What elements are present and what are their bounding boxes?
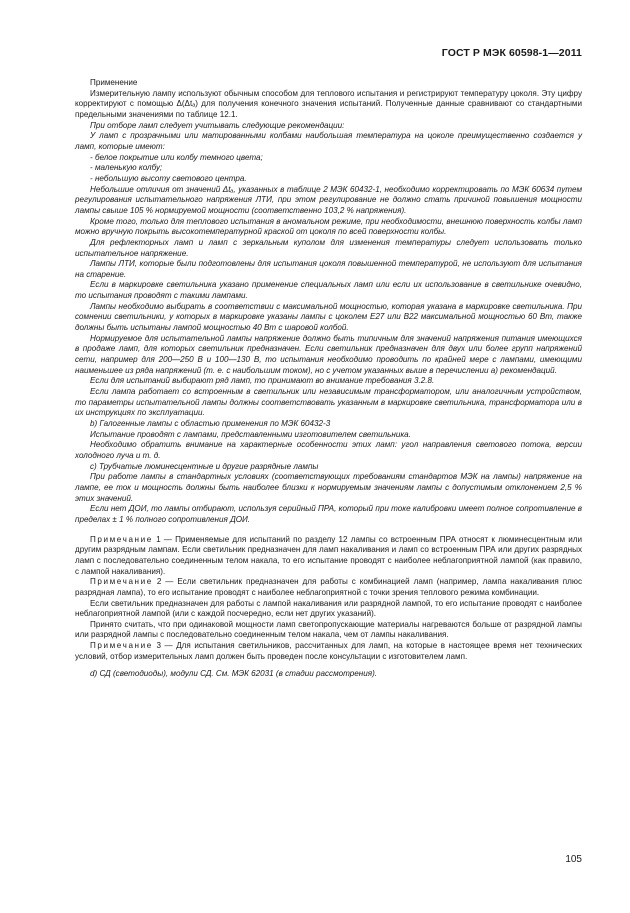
- note-2-continued: Принято считать, что при одинаковой мощности ламп светопропускающие материалы нагреваются больше от разрядной лампы или разрядной лампы с последовательно соединенным телом накала, чем от лампы накаливания.: [75, 619, 582, 640]
- section-item-c: c) Трубчатые люминесцентные и другие разрядные лампы: [90, 461, 319, 471]
- page-number: 105: [565, 854, 582, 865]
- paragraph: Для рефлекторных ламп и ламп с зеркальным куполом для изменения температуры следует использовать только испытательное напряжение.: [75, 237, 582, 258]
- list-item: - белое покрытие или колбу темного цвета;: [90, 152, 263, 162]
- paragraph: Если для испытаний выбирают ряд ламп, то принимают во внимание требования 3.2.8.: [90, 376, 435, 386]
- paragraph: Испытание проводят с лампами, представленными изготовителем светильника.: [90, 429, 411, 439]
- paragraph: У ламп с прозрачными или матированными колбами наибольшая температура на цоколе преимущественно создается у ламп, которые имеют:: [75, 131, 582, 151]
- paragraph: При отборе ламп следует учитывать следующие рекомендации:: [90, 120, 345, 130]
- list-item: - маленькую колбу;: [90, 163, 163, 173]
- paragraph: Нормируемое для испытательной лампы напряжение должно быть типичным для значений напряжения питания имеющихся в продаже ламп, для которых светильник предназначен. Если светильник предназначен для двух или более групп напряжений сети, например для 200—250 В и 100—130 В, то испытания необходимо проводить по крайней мере с лампами, имеющими наименьшее из ряда напряжений (т. е. с наибольшим током), но с учетом указанных выше в перечислении а) рекомендаций.: [75, 333, 582, 375]
- paragraph: Если лампа работает со встроенным в светильник или независимым трансформатором, или аналогичным устройством, то параметры испытательной лампы должны соответствовать указанным в маркировке светильника, трансформатора или в их инструкциях по эксплуатации.: [75, 387, 582, 418]
- paragraph: Лампы ЛТИ, которые были подготовлены для испытания цоколя повышенной температурой, не используют для испытания на старение.: [75, 259, 582, 279]
- paragraph: Применение: [90, 78, 138, 87]
- document-header: ГОСТ Р МЭК 60598-1—2011: [441, 47, 582, 59]
- paragraph: Если нет ДОИ, то лампы отбирают, используя серийный ПРА, который при токе калибровки имеет полное сопротивление в пределах ± 1 % полного сопротивления ДОИ.: [75, 504, 582, 524]
- paragraph: Измерительную лампу используют обычным способом для теплового испытания и регистрируют температуру цоколя. Эту цифру корректируют с помощью Δ(Δtₐ) для получения конечного значения испытаний. Полученные данные сравнивают со стандартными предельными значениями по таблице 12.1.: [75, 88, 582, 119]
- note-label: Примечание: [90, 534, 153, 544]
- section-item-b: b) Галогенные лампы с областью применения по МЭК 60432-3: [90, 419, 331, 428]
- paragraph: Кроме того, только для теплового испытания в аномальном режиме, при необходимости, внешнюю поверхность колбы ламп можно вручную покрыть высокотемпературной краской от цоколя по всей поверхности колбы.: [75, 216, 582, 237]
- note-3: Примечание 3 — Для испытания светильников, рассчитанных для ламп, на которые в настоящее время нет технических условий, отбор измерительных ламп должен быть проведен после консультации с изготовителем ламп.: [75, 641, 582, 661]
- paragraph: Лампы необходимо выбирать в соответствии с максимальной мощностью, которая указана в маркировке светильника. При сомнении светильники, у которых в маркировке указаны лампы с цоколем E27 или B22 максимальной мощностью 60 Вт, также должны быть испытаны лампой мощностью 40 Вт с шаровой колбой.: [75, 301, 582, 333]
- list-item: - небольшую высоту светового центра.: [90, 173, 247, 183]
- note-2-continued: Если светильник предназначен для работы с лампой накаливания или разрядной лампой, то его испытание проводят с наиболее неблагоприятной лампой (или с каждой посчередно, если нет других указаний).: [75, 598, 582, 619]
- note-label: Примечание: [90, 577, 153, 587]
- paragraph: Небольшие отличия от значений Δtₐ, указанных в таблице 2 МЭК 60432-1, необходимо корректировать по МЭК 60634 путем регулирования испытательного напряжения ЛТИ, при этом регулирование не должно стать причиной повышения мощности лампы свыше 105 % нормируемой мощности (соответственно 103,2 % напряжения).: [75, 184, 582, 215]
- page-body: [75, 78, 582, 680]
- note-1: Примечание 1 — Применяемые для испытаний по разделу 12 лампы со встроенным ПРА относят к люминесцентным или другим разрядным лампам. Если светильник предназначен для ламп накаливания и ламп со встроенным ПРА или других разрядных ламп с последовательно соединенным телом накала, то его испытание проводят с наиболее неблагоприятной лампой (как правило, с лампой накаливания).: [75, 534, 582, 576]
- paragraph: При работе лампы в стандартных условиях (соответствующих требованиям стандартов МЭК на лампы) напряжение на лампе, ее ток и мощность должны быть наиболее близки к нормируемым значениям лампы с допустимым отклонением 2,5 % этих значений.: [75, 472, 582, 503]
- paragraph: Необходимо обратить внимание на характерные особенности этих ламп: угол направления светового потока, версии холодного луча и т. д.: [75, 440, 582, 460]
- note-label: Примечание: [90, 641, 153, 651]
- paragraph: Если в маркировке светильника указано применение специальных ламп или если их использование в светильнике очевидно, то испытания проводят с такими лампами.: [75, 280, 582, 301]
- section-item-d: d) СД (светодиоды), модули СД. См. МЭК 62031 (в стадии рассмотрения).: [90, 669, 378, 679]
- note-2: Примечание 2 — Если светильник предназначен для работы с комбинацией ламп (например, лампа накаливания плюс разрядная лампа), то его испытание проводят с наиболее неблагоприятной с точки зрения теплового режима комбинации.: [75, 577, 582, 597]
